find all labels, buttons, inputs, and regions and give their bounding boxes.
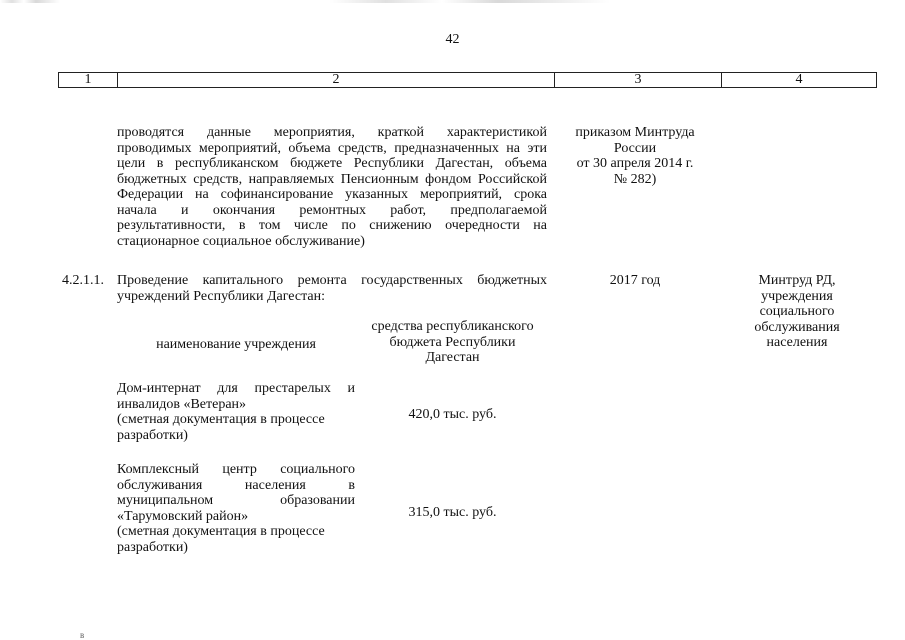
column-header-1: 1 — [59, 73, 118, 87]
subtable-name-header: наименование учреждения — [156, 337, 316, 352]
item-number: 4.2.1.1. — [62, 273, 104, 288]
page-number: 42 — [445, 32, 460, 47]
subtable-row — [117, 381, 355, 443]
item-deadline: 2017 год — [609, 273, 661, 288]
funds-header-line: средства республиканского — [371, 319, 534, 334]
responsible-line: учреждения — [761, 288, 833, 304]
scan-noise-top-left — [0, 0, 60, 3]
item-title: Проведение капитального ремонта государственных бюджетных учреждений Республики Дагестан: — [117, 273, 547, 304]
institution-note: (сметная документация в процессе разработки) — [117, 524, 325, 555]
responsible-line: социального — [759, 304, 835, 319]
responsible-line: Минтруд РД, — [758, 273, 836, 288]
column-header-2: 2 — [118, 73, 555, 87]
legal-basis-line: приказом Минтруда — [575, 125, 695, 140]
institution-name: Дом-интернат для престарелых и инвалидов «Ветеран» — [117, 381, 355, 412]
institution-name: Комплексный центр социального обслуживания населения в муниципальном образовании «Тарумовский район» — [117, 462, 355, 524]
legal-basis-line: России — [613, 140, 657, 156]
column-header-3: 3 — [555, 73, 722, 87]
institution-note: (сметная документация в процессе разработки) — [117, 412, 325, 443]
table-header-row — [58, 72, 877, 88]
funds-header-line: бюджета Республики — [389, 334, 516, 350]
subtable-row — [117, 462, 355, 555]
item-responsible — [722, 273, 872, 351]
responsible-line: обслуживания — [754, 319, 840, 335]
continuation-text: проводятся данные мероприятия, краткой характеристикой проводимых мероприятий, объема средств, предназначенных на эти цели в республиканском бюджете Республики Дагестан, объема бюджетных средств, направляемых Пенсионным фондом Российской Федерации на софинансирование указанных мероприятий, срока начала и окончания ремонтных работ, предполагаемой результативности, в том числе по снижению очередности на стационарное социальное обслуживание) — [117, 125, 547, 249]
legal-basis — [560, 125, 710, 187]
subtable-funds-header — [355, 319, 550, 366]
institution-amount: 315,0 тыс. руб. — [408, 505, 497, 520]
funds-header-line: Дагестан — [425, 350, 480, 365]
legal-basis-line: № 282) — [613, 171, 657, 187]
footer-mark: в — [80, 630, 85, 640]
scan-noise-top-center — [330, 0, 610, 3]
column-header-4: 4 — [795, 72, 803, 87]
institution-amount: 420,0 тыс. руб. — [408, 407, 497, 422]
responsible-line: населения — [766, 335, 828, 350]
legal-basis-line: от 30 апреля 2014 г. — [576, 156, 694, 171]
